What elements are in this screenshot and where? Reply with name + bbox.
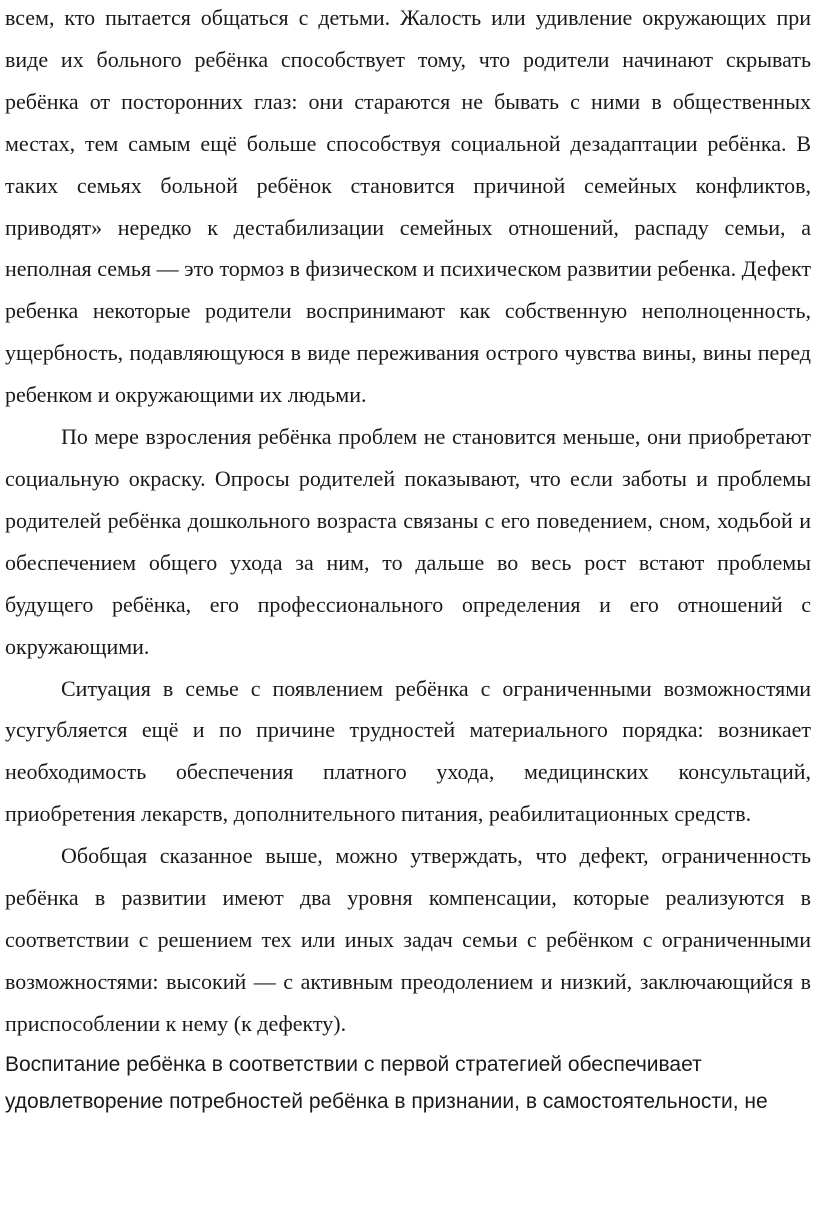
tail-line-1: Воспитание ребёнка в соответствии с первой стратегией обеспечивает bbox=[5, 1052, 702, 1076]
tail-line-2: удовлетворение потребностей ребёнка в признании, в самостоятельности, не bbox=[5, 1089, 768, 1113]
paragraph-growing-up: По мере взросления ребёнка проблем не становится меньше, они приобретают социальную окраску. Опросы родителей показывают, что если заботы и проблемы родителей ребёнка дошкольного возраста связаны с его поведением, сном, ходьбой и обеспечением общего ухода за ним, то дальше во весь рост встают проблемы будущего ребёнка, его профессионального определения и его отношений с окружающими. bbox=[5, 424, 811, 659]
paragraph-continuation: всем, кто пытается общаться с детьми. Жалость или удивление окружающих при виде их больного ребёнка способствует тому, что родители начинают скрывать ребёнка от посторонних глаз: они стараются не бывать с ними в общественных местах, тем самым ещё больше способствуя социальной дезадаптации ребёнка. В таких семьях больной ребёнок становится причиной семейных конфликтов, приводят» нередко к дестабилизации семейных отношений, распаду семьи, а неполная семья — это тормоз в физическом и психическом развитии ребенка. Дефект ребенка некоторые родители воспринимают как собственную неполноценность, ущербность, подавляющуюся в виде переживания острого чувства вины, вины перед ребенком и окружающими их людьми. bbox=[5, 5, 811, 408]
tail-text-block bbox=[5, 1048, 811, 1119]
paragraph-material-difficulties: Ситуация в семье с появлением ребёнка с ограниченными возможностями усугубляется ещё и по причине трудностей материального порядка: возникает необходимость обеспечения платного ухода, медицинских консультаций, приобретения лекарств, дополнительного питания, реабилитационных средств. bbox=[5, 675, 811, 827]
paragraph-compensation-levels: Обобщая сказанное выше, можно утверждать, что дефект, ограниченность ребёнка в развитии имеют два уровня компенсации, которые реализуются в соответствии с решением тех или иных задач семьи с ребёнком с ограниченными возможностями: высокий — с активным преодолением и низкий, заключающийся в приспособлении к нему (к дефекту). bbox=[5, 843, 811, 1036]
